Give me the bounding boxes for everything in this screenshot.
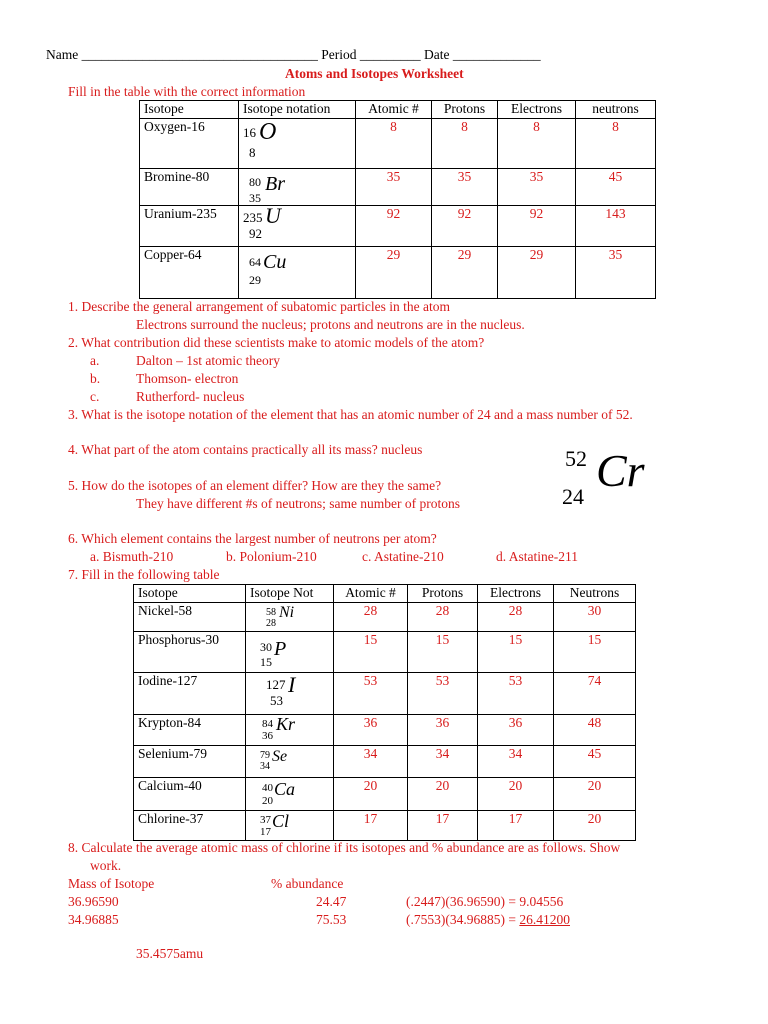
table-row (134, 673, 636, 715)
question-4: 4. What part of the atom contains practically all its mass? nucleus (68, 442, 423, 457)
element-symbol: I (288, 672, 296, 697)
atomic-number-value: 35 (356, 169, 432, 206)
element-symbol: Ni (279, 604, 295, 621)
abundance-1: 24.47 (316, 894, 347, 909)
atomic-number-value: 34 (334, 746, 408, 778)
column-header: Protons (432, 101, 498, 119)
isotope-notation (239, 119, 356, 169)
cr-atomic-number: 24 (562, 484, 584, 509)
atomic-number-value: 20 (334, 778, 408, 811)
q6-choice-b: b. Polonium-210 (226, 549, 317, 564)
electrons-value: 36 (478, 715, 554, 746)
atomic-number-value: 92 (356, 206, 432, 247)
neutrons-value: 48 (554, 715, 636, 746)
isotope-mass-2: 34.96885 (68, 912, 119, 927)
protons-value: 36 (408, 715, 478, 746)
atomic-number: 28 (266, 618, 276, 629)
isotope-name: Uranium-235 (140, 206, 239, 247)
element-symbol: O (259, 119, 277, 145)
neutrons-value: 30 (554, 603, 636, 632)
atomic-number: 36 (262, 730, 273, 742)
atomic-number: 17 (260, 826, 271, 838)
table-row (140, 206, 656, 247)
atomic-number: 8 (249, 145, 256, 160)
element-symbol: P (274, 638, 287, 660)
isotope-notation (246, 673, 334, 715)
cr-mass-number: 52 (565, 446, 587, 471)
column-header: Electrons (478, 585, 554, 603)
name-period-date-line: Name ___________________________________ Period _________ Date _____________ (46, 47, 541, 62)
table-header-row (140, 101, 656, 119)
isotope-notation (239, 247, 356, 299)
table-row (134, 632, 636, 673)
question-5: 5. How do the isotopes of an element differ? How are they the same? (68, 478, 442, 493)
electrons-value: 20 (478, 778, 554, 811)
isotope-notation (246, 778, 334, 811)
question-7: 7. Fill in the following table (68, 567, 220, 582)
isotope-notation (246, 603, 334, 632)
electrons-value: 53 (478, 673, 554, 715)
table-row (134, 603, 636, 632)
table-row (140, 119, 656, 169)
abundance-2: 75.53 (316, 912, 347, 927)
question-1: 1. Describe the general arrangement of subatomic particles in the atom (68, 299, 450, 314)
isotope-notation (246, 811, 334, 841)
atomic-number-value: 53 (334, 673, 408, 715)
calculation-2-expression: (.7553)(34.96885) = (406, 912, 520, 927)
atomic-number: 53 (270, 693, 283, 708)
mass-number: 84 (262, 718, 273, 730)
question-8-line-2: work. (90, 858, 122, 873)
mass-number: 40 (262, 782, 273, 794)
mass-number: 127 (266, 677, 286, 692)
atomic-number-value: 17 (334, 811, 408, 841)
q2-answer-c: Rutherford- nucleus (136, 389, 245, 404)
isotope-notation (239, 169, 356, 206)
question-3: 3. What is the isotope notation of the element that has an atomic number of 24 and a mass number of 52. (68, 407, 633, 422)
atomic-number: 20 (262, 795, 273, 807)
neutrons-value: 45 (554, 746, 636, 778)
mass-number: 64 (249, 255, 261, 269)
atomic-number-value: 15 (334, 632, 408, 673)
mass-of-isotope-header: Mass of Isotope (68, 876, 155, 891)
mass-number: 58 (266, 607, 276, 618)
column-header: neutrons (576, 101, 656, 119)
protons-value: 92 (432, 206, 498, 247)
isotope-name: Phosphorus-30 (134, 632, 246, 673)
q2-answer-b: Thomson- electron (136, 371, 239, 386)
isotope-name: Iodine-127 (134, 673, 246, 715)
element-symbol: U (265, 203, 281, 228)
atomic-number-value: 36 (334, 715, 408, 746)
table-row (134, 778, 636, 811)
neutrons-value: 15 (554, 632, 636, 673)
table-row (134, 746, 636, 778)
electrons-value: 8 (498, 119, 576, 169)
mass-number: 30 (260, 640, 272, 654)
column-header: Isotope Not (246, 585, 334, 603)
element-symbol: Cl (272, 811, 290, 831)
isotope-name: Nickel-58 (134, 603, 246, 632)
column-header: Neutrons (554, 585, 636, 603)
neutrons-value: 8 (576, 119, 656, 169)
column-header: Isotope (134, 585, 246, 603)
protons-value: 20 (408, 778, 478, 811)
electrons-value: 35 (498, 169, 576, 206)
atomic-number: 29 (249, 273, 261, 287)
neutrons-value: 143 (576, 206, 656, 247)
instructions: Fill in the table with the correct information (68, 84, 306, 99)
atomic-number: 34 (260, 761, 270, 772)
calculation-2-result: 26.41200 (519, 912, 570, 927)
column-header: Isotope (140, 101, 239, 119)
electrons-value: 29 (498, 247, 576, 299)
percent-abundance-header: % abundance (271, 876, 344, 891)
protons-value: 29 (432, 247, 498, 299)
atomic-number-value: 29 (356, 247, 432, 299)
column-header: Electrons (498, 101, 576, 119)
answer-5: They have different #s of neutrons; same number of protons (136, 496, 461, 511)
q2-letter-a: a. (90, 353, 100, 368)
protons-value: 15 (408, 632, 478, 673)
protons-value: 35 (432, 169, 498, 206)
protons-value: 28 (408, 603, 478, 632)
element-symbol: Kr (276, 714, 296, 734)
table-row (140, 247, 656, 299)
mass-number: 80 (249, 175, 261, 189)
mass-number: 79 (260, 750, 270, 761)
isotope-notation (246, 632, 334, 673)
isotope-notation (246, 715, 334, 746)
average-atomic-mass-answer: 35.4575amu (136, 946, 204, 961)
protons-value: 53 (408, 673, 478, 715)
question-2: 2. What contribution did these scientists make to atomic models of the atom? (68, 335, 485, 350)
table-row (134, 715, 636, 746)
neutrons-value: 20 (554, 811, 636, 841)
isotope-table-1 (139, 100, 656, 299)
cr-element-symbol: Cr (596, 445, 645, 496)
q6-choice-d: d. Astatine-211 (496, 549, 578, 564)
mass-number: 16 (243, 125, 256, 140)
calculation-1: (.2447)(36.96590) = 9.04556 (406, 894, 564, 909)
column-header: Isotope notation (239, 101, 356, 119)
electrons-value: 15 (478, 632, 554, 673)
table-row (140, 169, 656, 206)
electrons-value: 17 (478, 811, 554, 841)
electrons-value: 28 (478, 603, 554, 632)
element-symbol: Ca (274, 779, 296, 799)
element-symbol: Br (265, 173, 285, 195)
neutrons-value: 74 (554, 673, 636, 715)
protons-value: 34 (408, 746, 478, 778)
neutrons-value: 35 (576, 247, 656, 299)
question-6: 6. Which element contains the largest number of neutrons per atom? (68, 531, 437, 546)
isotope-name: Bromine-80 (140, 169, 239, 206)
atomic-number: 35 (249, 191, 261, 205)
atomic-number: 15 (260, 655, 272, 669)
column-header: Atomic # (356, 101, 432, 119)
column-header: Atomic # (334, 585, 408, 603)
isotope-name: Krypton-84 (134, 715, 246, 746)
chromium-notation (562, 440, 662, 510)
calculation-2 (406, 912, 570, 928)
neutrons-value: 45 (576, 169, 656, 206)
isotope-notation (246, 746, 334, 778)
isotope-name: Selenium-79 (134, 746, 246, 778)
protons-value: 17 (408, 811, 478, 841)
table-row (134, 811, 636, 841)
answer-1: Electrons surround the nucleus; protons and neutrons are in the nucleus. (136, 317, 525, 332)
neutrons-value: 20 (554, 778, 636, 811)
q6-choice-c: c. Astatine-210 (362, 549, 444, 564)
element-symbol: Se (272, 748, 288, 765)
protons-value: 8 (432, 119, 498, 169)
atomic-number-value: 28 (334, 603, 408, 632)
isotope-mass-1: 36.96590 (68, 894, 119, 909)
mass-number: 37 (260, 814, 271, 826)
isotope-name: Copper-64 (140, 247, 239, 299)
q2-letter-c: c. (90, 389, 100, 404)
isotope-table-2 (133, 584, 636, 841)
atomic-number-value: 8 (356, 119, 432, 169)
table-header-row (134, 585, 636, 603)
element-symbol: Cu (263, 251, 287, 273)
worksheet-title: Atoms and Isotopes Worksheet (285, 66, 464, 81)
isotope-name: Oxygen-16 (140, 119, 239, 169)
q6-choice-a: a. Bismuth-210 (90, 549, 174, 564)
isotope-name: Calcium-40 (134, 778, 246, 811)
isotope-name: Chlorine-37 (134, 811, 246, 841)
question-8-line-1: 8. Calculate the average atomic mass of chlorine if its isotopes and % abundance are as follows. Show (68, 840, 621, 855)
atomic-number: 92 (249, 226, 262, 241)
mass-number: 235 (243, 210, 263, 225)
electrons-value: 92 (498, 206, 576, 247)
isotope-notation (239, 203, 356, 247)
column-header: Protons (408, 585, 478, 603)
q2-letter-b: b. (90, 371, 101, 386)
electrons-value: 34 (478, 746, 554, 778)
q2-answer-a: Dalton – 1st atomic theory (136, 353, 280, 368)
